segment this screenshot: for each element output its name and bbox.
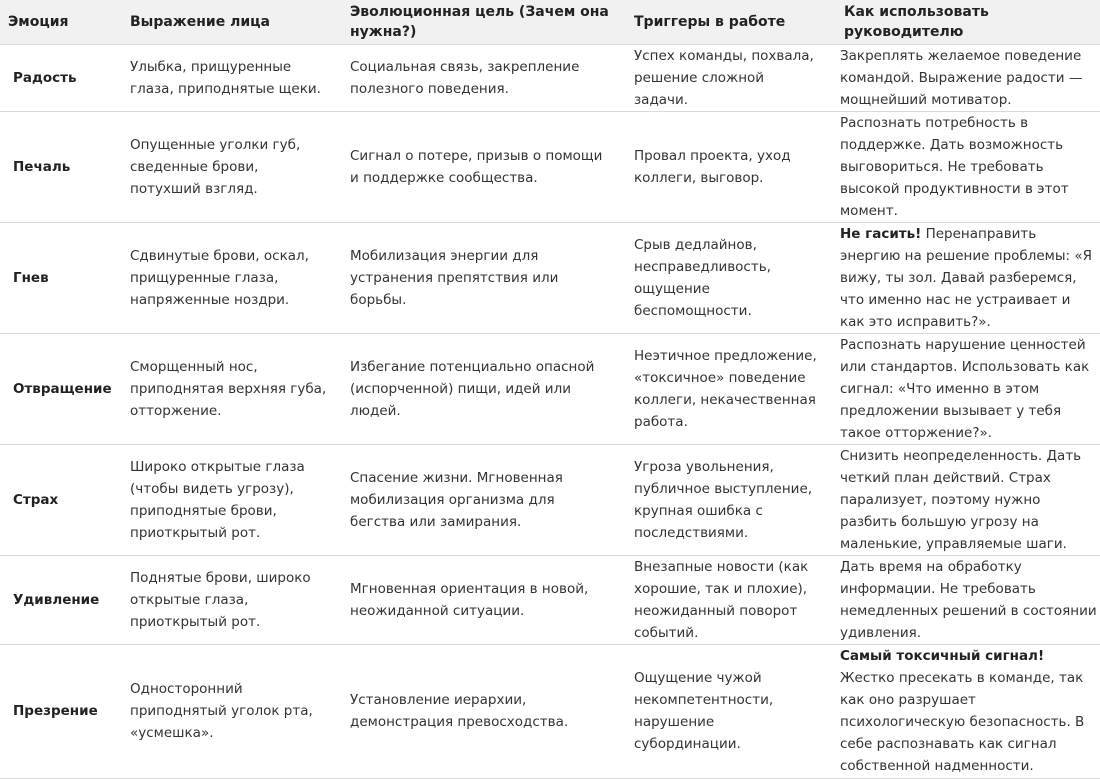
table-header	[0, 0, 1100, 44]
cell-emotion: Печаль	[0, 111, 116, 222]
usage-text: Распознать нарушение ценностей или стандартов. Использовать как сигнал: «Что именно в этом предложении вызывает у тебя такое отторжение?».	[840, 336, 1090, 441]
cell-triggers: Угроза увольнения, публичное выступление, крупная ошибка с последствиями.	[620, 444, 830, 555]
table-row	[0, 444, 1100, 555]
table-row	[0, 333, 1100, 444]
table-row	[0, 222, 1100, 333]
cell-triggers: Ощущение чужой некомпетентности, нарушение субординации.	[620, 644, 830, 778]
header-usage: Как использовать руководителю	[830, 0, 1100, 44]
cell-purpose: Мгновенная ориентация в новой, неожиданной ситуации.	[336, 555, 620, 644]
cell-purpose: Мобилизация энергии для устранения препятствия или борьбы.	[336, 222, 620, 333]
cell-face: Улыбка, прищуренные глаза, приподнятые щеки.	[116, 44, 336, 111]
cell-emotion: Страх	[0, 444, 116, 555]
cell-usage	[830, 444, 1100, 555]
cell-purpose: Социальная связь, закрепление полезного поведения.	[336, 44, 620, 111]
cell-purpose: Спасение жизни. Мгновенная мобилизация организма для бегства или замирания.	[336, 444, 620, 555]
cell-emotion: Отвращение	[0, 333, 116, 444]
cell-face: Поднятые брови, широко открытые глаза, приоткрытый рот.	[116, 555, 336, 644]
cell-face: Широко открытые глаза (чтобы видеть угрозу), приподнятые брови, приоткрытый рот.	[116, 444, 336, 555]
header-row	[0, 0, 1100, 44]
usage-bold-text: Не гасить!	[840, 225, 922, 242]
cell-usage	[830, 333, 1100, 444]
cell-triggers: Внезапные новости (как хорошие, так и плохие), неожиданный поворот событий.	[620, 555, 830, 644]
cell-face: Сморщенный нос, приподнятая верхняя губа, отторжение.	[116, 333, 336, 444]
usage-text: Перенаправить энергию на решение проблемы: «Я вижу, ты зол. Давай разберемся, что именно нас не устраивает и как это исправить?».	[840, 225, 1092, 330]
cell-emotion: Радость	[0, 44, 116, 111]
header-emotion: Эмоция	[0, 0, 116, 44]
cell-usage	[830, 44, 1100, 111]
usage-text: Снизить неопределенность. Дать четкий план действий. Страх парализует, поэтому нужно разбить большую угрозу на маленькие, управляемые шаги.	[840, 447, 1082, 552]
cell-triggers: Неэтичное предложение, «токсичное» поведение коллеги, некачественная работа.	[620, 333, 830, 444]
cell-purpose: Сигнал о потере, призыв о помощи и поддержке сообщества.	[336, 111, 620, 222]
header-face: Выражение лица	[116, 0, 336, 44]
cell-usage	[830, 644, 1100, 778]
table-row	[0, 555, 1100, 644]
cell-emotion: Удивление	[0, 555, 116, 644]
cell-triggers: Срыв дедлайнов, несправедливость, ощущение беспомощности.	[620, 222, 830, 333]
table-row	[0, 111, 1100, 222]
usage-bold-text: Самый токсичный сигнал!	[840, 648, 1045, 664]
cell-emotion: Гнев	[0, 222, 116, 333]
cell-purpose: Избегание потенциально опасной (испорченной) пищи, идей или людей.	[336, 333, 620, 444]
cell-purpose: Установление иерархии, демонстрация превосходства.	[336, 644, 620, 778]
cell-triggers: Успех команды, похвала, решение сложной задачи.	[620, 44, 830, 111]
usage-text: Распознать потребность в поддержке. Дать возможность выговориться. Не требовать высокой продуктивности в этот момент.	[840, 114, 1069, 219]
usage-text: Жестко пресекать в команде, так как оно разрушает психологическую безопасность. В себе распознавать как сигнал собственной надменности.	[840, 670, 1085, 774]
cell-usage	[830, 555, 1100, 644]
table-body	[0, 44, 1100, 778]
usage-text: Закреплять желаемое поведение командой. Выражение радости — мощнейший мотиватор.	[840, 47, 1083, 108]
table-row	[0, 644, 1100, 778]
table-row	[0, 44, 1100, 111]
cell-usage	[830, 222, 1100, 333]
cell-face: Односторонний приподнятый уголок рта, «усмешка».	[116, 644, 336, 778]
cell-triggers: Провал проекта, уход коллеги, выговор.	[620, 111, 830, 222]
cell-emotion: Презрение	[0, 644, 116, 778]
cell-face: Сдвинутые брови, оскал, прищуренные глаза, напряженные ноздри.	[116, 222, 336, 333]
usage-text: Дать время на обработку информации. Не требовать немедленных решений в состоянии удивления.	[840, 558, 1097, 641]
header-triggers: Триггеры в работе	[620, 0, 830, 44]
cell-face: Опущенные уголки губ, сведенные брови, потухший взгляд.	[116, 111, 336, 222]
header-purpose: Эволюционная цель (Зачем она нужна?)	[336, 0, 620, 44]
cell-usage	[830, 111, 1100, 222]
